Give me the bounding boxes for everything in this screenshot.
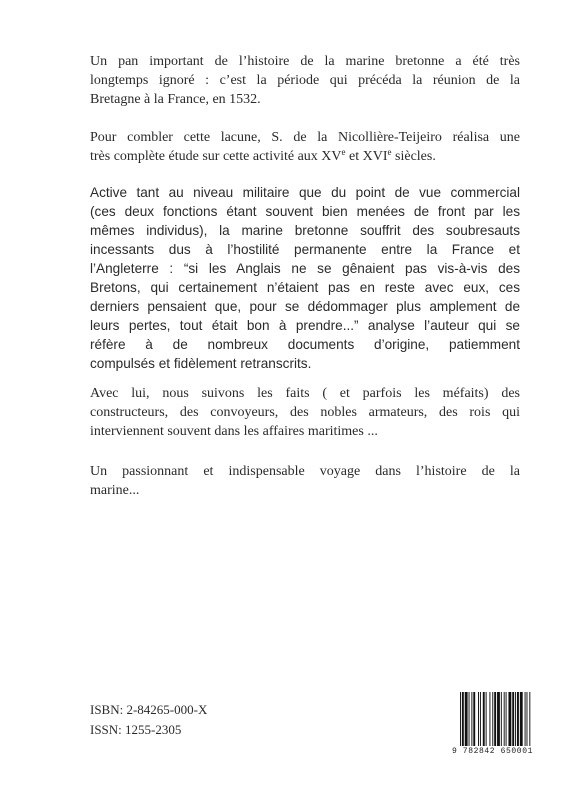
paragraph-intro	[90, 52, 520, 109]
paragraph-line: Bretagne à la France, en 1532.	[90, 92, 261, 107]
paragraph-line: constructeurs, des convoyeurs, des nobles armateurs, des rois qui	[90, 405, 520, 420]
paragraph-line: derniers pensaient que, pour se dédommager plus amplement de	[90, 299, 520, 314]
paragraph-actors	[90, 384, 520, 441]
paragraph-line: incessants dus à l’hostilité permanente entre la France et	[90, 242, 520, 257]
text-segment: et XVI	[345, 149, 388, 164]
paragraph-line: réfère à de nombreux documents d’origine, patiemment	[90, 337, 520, 352]
paragraph-line: Pour combler cette lacune, S. de la Nicollière-Teijeiro réalisa une	[90, 130, 520, 145]
paragraph-line: compulsés et fidèlement retranscrits.	[90, 356, 312, 371]
paragraph-line: Active tant au niveau militaire que du point de vue commercial	[90, 185, 520, 200]
paragraph-line: Bretons, qui certainement n’étaient pas en reste avec eux, ces	[90, 280, 520, 295]
paragraph-conclusion	[90, 462, 520, 500]
text-segment: très complète étude sur cette activité aux XV	[90, 149, 342, 164]
paragraph-line: Un pan important de l’histoire de la marine bretonne a été très	[90, 54, 520, 69]
paragraph-line: l’Angleterre : “si les Anglais ne se gênaient pas vis-à-vis des	[90, 261, 520, 276]
paragraph-line: Un passionnant et indispensable voyage dans l’histoire de la	[90, 464, 520, 479]
issn-number: ISSN: 1255-2305	[90, 722, 182, 737]
paragraph-activity	[90, 183, 520, 373]
paragraph-line: marine...	[90, 483, 140, 498]
paragraph-line: (ces deux fonctions étant souvent bien menées de front par les	[90, 204, 520, 219]
paragraph-line: longtemps ignoré : c’est la période qui précéda la réunion de la	[90, 73, 520, 88]
paragraph-line: Avec lui, nous suivons les faits ( et parfois les méfaits) des	[90, 386, 520, 401]
superscript: e	[341, 147, 346, 157]
paragraph-line: leurs pertes, tout était bon à prendre...” analyse l’auteur qui se	[90, 318, 520, 333]
isbn-number: ISBN: 2-84265-000-X	[90, 702, 208, 717]
paragraph-line: interviennent souvent dans les affaires maritimes ...	[90, 424, 378, 439]
paragraph-study	[90, 128, 520, 166]
superscript: e	[387, 147, 392, 157]
identifiers	[90, 700, 207, 740]
barcode-digits: 9 782842 650001	[452, 747, 534, 756]
paragraph-line: mêmes individus), la marine bretonne souffrit des soubresauts	[90, 223, 520, 238]
text-segment: siècles.	[391, 149, 436, 164]
paragraph-line	[90, 147, 520, 166]
